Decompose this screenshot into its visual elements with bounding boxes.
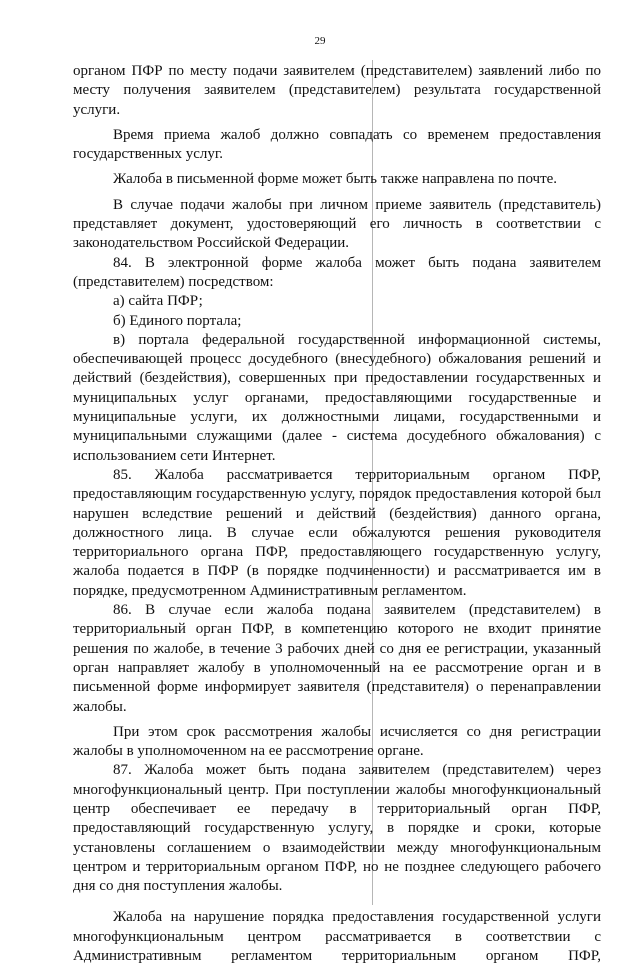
paragraph-86: 86. В случае если жалоба подана заявителем (представителем) в территориальный орган ПФР, в компетенцию которого не входит принятие решения по жалобе, в течение 3 рабочих дней со дня ее регистрации, указанный орган направляет жалобу в уполномоченный на ее рассмотрение орган и в письменной форме информирует заявителя (представителя) о перенаправлении жалобы. bbox=[73, 602, 601, 715]
page-number: 29 bbox=[314, 35, 326, 47]
list-item-b: б) Единого портала; bbox=[113, 312, 242, 329]
paragraph-postal: Жалоба в письменной форме может быть также направлена по почте. bbox=[113, 171, 558, 188]
paragraph-personal-reception: В случае подачи жалобы при личном приеме заявитель (представитель) представляет документ, удостоверяющий его личность в соответствии с законодательством Российской Федерации. bbox=[73, 196, 601, 252]
document-body bbox=[73, 62, 601, 966]
paragraph-84: 84. В электронной форме жалоба может быть подана заявителем (представителем) посредством: bbox=[73, 254, 601, 290]
paragraph-review-term: При этом срок рассмотрения жалобы исчисляется со дня регистрации жалобы в уполномоченном на ее рассмотрение органе. bbox=[73, 723, 601, 760]
paragraph-87: 87. Жалоба может быть подана заявителем (представителем) через многофункциональный центр. При поступлении жалобы многофункциональный центр обеспечивает ее передачу в территориальный орган ПФР, предоставляющий государственную услугу, в порядке и сроки, которые установлены соглашением о взаимодействии между многофункциональным центром и территориальным органом ПФР, но не позднее следующего рабочего дня со дня поступления жалобы. bbox=[73, 762, 601, 895]
paragraph-reception-time: Время приема жалоб должно совпадать со временем предоставления государственных услуг. bbox=[73, 126, 601, 163]
list-item-c: в) портала федеральной государственной информационной системы, обеспечивающей процесс досудебного (внесудебного) обжалования решений и действий (бездействия), совершенных при предоставлении государственных и муниципальных услуг органами, предоставляющими государственные и муниципальные услуги, их должностными лицами, государственными и муниципальными служащими (далее - система досудебного обжалования) с использованием сети Интернет. bbox=[73, 331, 601, 464]
paragraph-continuation: органом ПФР по месту подачи заявителем (представителем) заявлений либо по месту получения заявителем (представителем) результата государственной услуги. bbox=[73, 63, 601, 118]
paragraph-mfc-complaint: Жалоба на нарушение порядка предоставления государственной услуги многофункциональным центром рассматривается в соответствии с Административным регламентом территориальным органом ПФР, bbox=[73, 909, 601, 965]
list-item-a: а) сайта ПФР; bbox=[113, 293, 203, 310]
paragraph-85: 85. Жалоба рассматривается территориальным органом ПФР, предоставляющим государственную услугу, порядок предоставления которой был нарушен вследствие решений и действий (бездействия) данного органа, должностного лица. В случае если обжалуются решения руководителя территориального органа ПФР, предоставляющего государственную услугу, жалоба подается в ПФР (в порядке подчиненности) и рассматривается им в порядке, предусмотренном Административным регламентом. bbox=[73, 466, 601, 599]
